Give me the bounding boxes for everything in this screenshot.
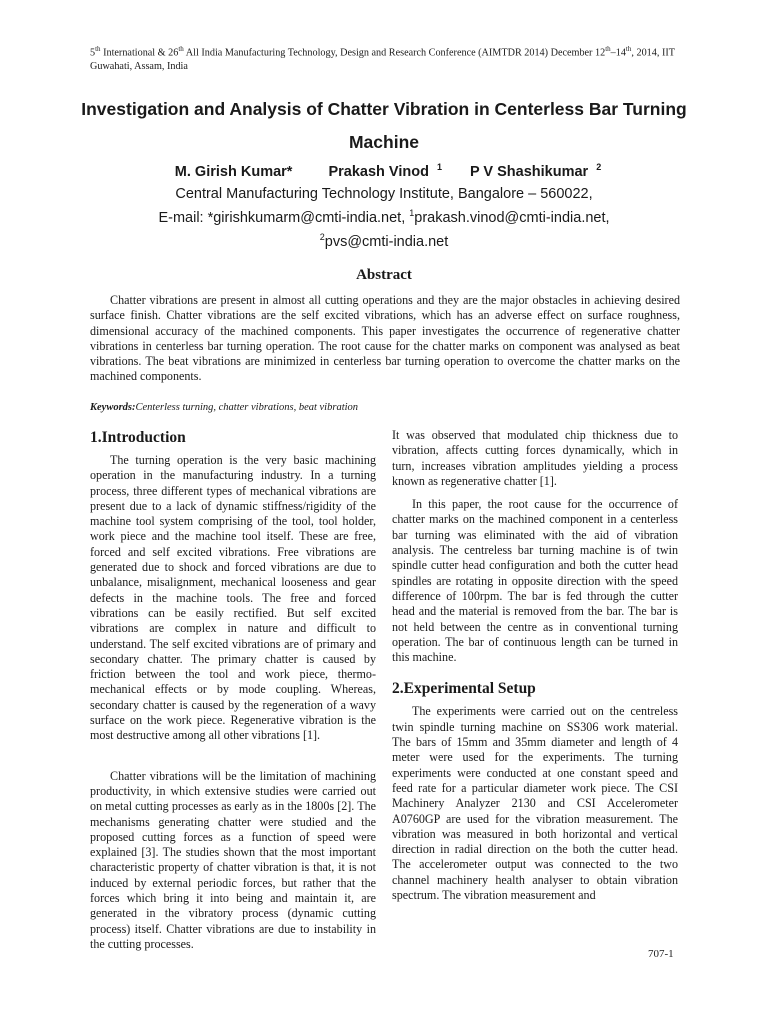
author-name: P V Shashikumar (469, 163, 589, 180)
email-primary: E-mail: *girishkumarm@cmti-india.net, (158, 209, 410, 226)
section-heading-introduction: 1.Introduction (90, 429, 186, 446)
author-mark: 2 (596, 162, 602, 172)
conference-text: , 2014, IIT Guwahati, Assam, India (90, 47, 675, 73)
author-name: Prakash Vinod (328, 163, 429, 180)
left-column (90, 428, 376, 952)
email-line (0, 204, 768, 228)
intro-paragraph-2: Chatter vibrations will be the limitation of machining productivity, in which extensive studies were carried out on metal cutting processes as early as in the 1800s [2]. The mechanisms generating chatter were studied and the proposed cutting forces as a function of speed were explained [3]. The studies shown that the most important characteristic property of chatter vibration is that, it is not induced by external periodic forces, but rather that the forces which bring it into being and maintain it, are generated in the vibratory process (dynamic cutting process) itself. Chatter vibrations are due to instability in the cutting processes. (90, 768, 376, 951)
author (167, 164, 301, 180)
keywords-text: Centerless turning, chatter vibrations, beat vibration (135, 402, 359, 413)
section-heading-experimental-setup: 2.Experimental Setup (392, 680, 536, 698)
superscript: th (625, 45, 632, 53)
email-mark: 2 (319, 231, 325, 242)
author (462, 164, 601, 180)
keywords (90, 402, 680, 413)
superscript: th (605, 45, 611, 53)
email-mark: 1 (409, 208, 415, 218)
conference-text: 5 (90, 47, 96, 59)
right-column (392, 428, 678, 903)
page-number: 707-1 (648, 948, 674, 960)
conference-text: International & 26 (100, 47, 179, 59)
conference-text: –14 (610, 47, 626, 59)
email-tertiary: pvs@cmti-india.net (324, 233, 449, 250)
author-mark: 1 (436, 162, 442, 172)
author-list (0, 162, 768, 180)
affiliation (0, 185, 768, 252)
abstract-heading: Abstract (356, 267, 412, 283)
intro-paragraph-3: It was observed that modulated chip thickness due to vibration, affects cutting forces dynamically, which in turn, increases vibration amplitudes yielding a process known as regenerative chatter [1]. (392, 428, 678, 488)
email-line (0, 228, 768, 252)
institute: Central Manufacturing Technology Institute, Bangalore – 560022, (175, 186, 593, 202)
superscript: th (178, 45, 184, 53)
conference-header (90, 42, 690, 74)
keywords-label: Keywords: (90, 402, 136, 413)
paper-title: Investigation and Analysis of Chatter Vibration in Centerless Bar Turning Machine (81, 99, 687, 152)
abstract-body: Chatter vibrations are present in almost all cutting operations and they are the major obstacles in achieving desired surface finish. Chatter vibrations are the self excited vibrations, which has an adverse effect on surface roughness, dimensional accuracy of the machined components. This paper investigates the occurrence of regenerative chatter vibrations in centerless bar turning operation. The root cause for the chatter marks on component was analysed as beat vibrations. The beat vibrations are minimized in centerless bar turning operation to overcome the chatter marks on the machined components. (90, 293, 680, 384)
conference-text: All India Manufacturing Technology, Design and Research Conference (AIMTDR 2014) December 12 (183, 47, 606, 59)
author-name: M. Girish Kumar* (174, 163, 293, 180)
author (320, 164, 441, 180)
setup-paragraph-1: The experiments were carried out on the centreless twin spindle turning machine on SS306 work material. The bars of 15mm and 35mm diameter and length of 4 meter were used for the experiments. The turning experiments were conducted at one constant speed and feed rate for a particular diameter work piece. The CSI Machinery Analyzer 2130 and CSI Accelerometer A0760GP are used for the vibration measurement. The vibration was measured in both horizontal and vertical direction in radial direction on the both the cutter head. The accelerometer output was connected to the two channel machinery health analyser to obtain vibration spectrum. The vibration measurement and (392, 704, 678, 903)
superscript: th (95, 45, 101, 53)
intro-paragraph-1: The turning operation is the very basic machining operation in the manufacturing industry. In a turning process, three different types of mechanical vibrations are present due to a lack of dynamic stiffness/rigidity of the machine tool system comprising of the tool, tool holder, work piece and the machine tool itself. These are free, forced and self excited vibrations. Free vibrations are generated due to shock and forced vibrations are due to unbalance, misalignment, mechanical looseness and gear defects in the machine tools. The free and forced vibrations can be easily rectified. But self excited vibrations are complex in nature and difficult to understand. The self excited vibrations are of primary and secondary chatter. The primary chatter is caused by friction between the tool and work piece, thermo-mechanical effects or by mode coupling. Whereas, secondary chatter is caused by the regeneration of a wavy surface on the work piece. Regenerative vibration is the most destructive among all other vibrations [1]. (90, 453, 376, 743)
intro-paragraph-4: In this paper, the root cause for the occurrence of chatter marks on the machined component in a centerless bar turning was eliminated with the aid of vibration analysis. The centreless bar turning machine is of twin spindle cutter head configuration and both the cutter head spindles are rotating in opposite direction with the speed difference of 100rpm. The bar is fed through the cutter head and the material is removed from the bar. The bar is not held between the centre as in conventional turning operation. The bar of continuous length can be turned in this machine. (392, 497, 678, 665)
email-secondary: prakash.vinod@cmti-india.net, (414, 209, 610, 226)
